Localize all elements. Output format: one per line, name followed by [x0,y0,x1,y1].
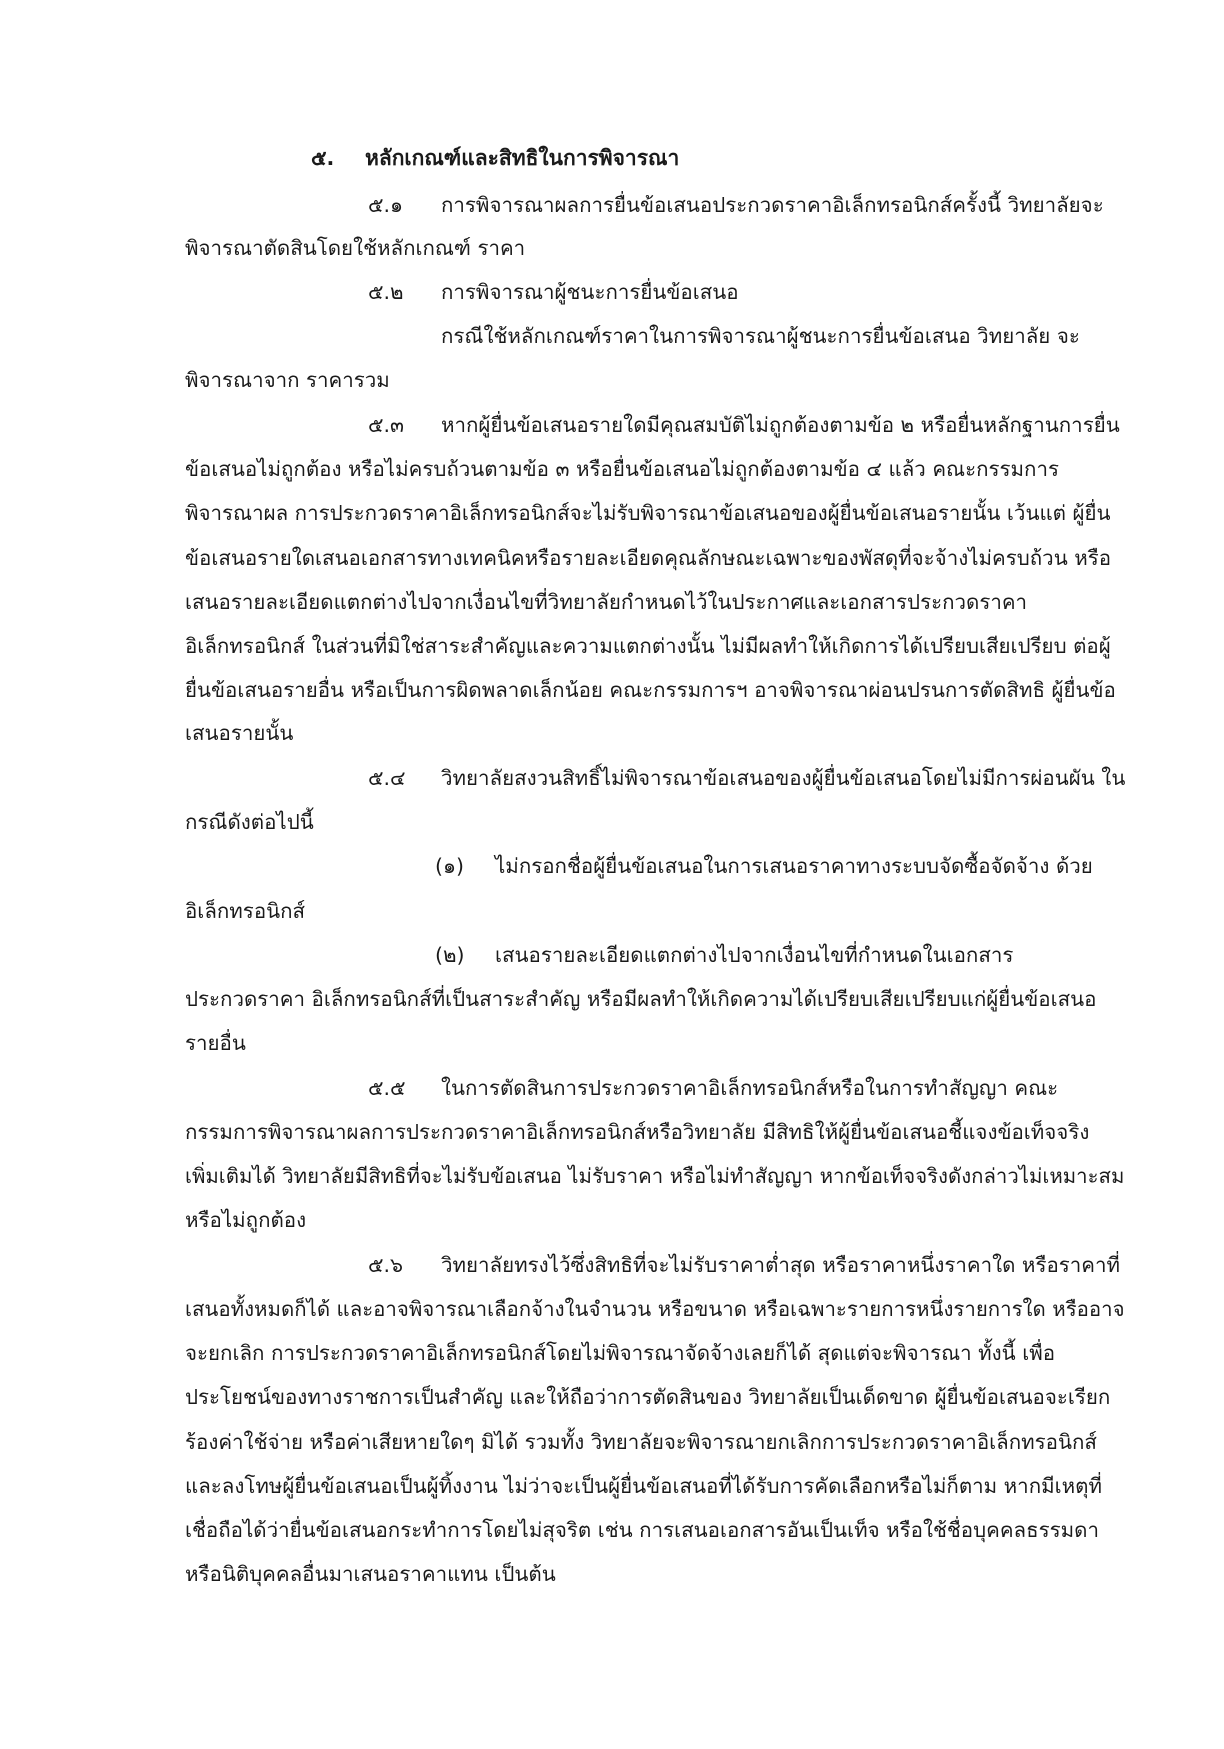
clause-5-5-line: เพิ่มเติมได้ วิทยาลัยมีสิทธิที่จะไม่รับข้อเสนอ ไม่รับราคา หรือไม่ทำสัญญา หากข้อเท็จจริงดังกล่าวไม่เหมาะสม [185,1164,1125,1188]
clause-5-2-line: พิจารณาจาก ราคารวม [185,368,390,392]
clause-5-3-line: อิเล็กทรอนิกส์ ในส่วนที่มิใช่สาระสำคัญและความแตกต่างนั้น ไม่มีผลทำให้เกิดการได้เปรียบเสียเปรียบ ต่อผู้ [185,634,1111,658]
section-number: ๕. [311,146,335,170]
clause-5-6-line: หรือนิติบุคคลอื่นมาเสนอราคาแทน เป็นต้น [185,1562,556,1586]
clause-5-3-line: พิจารณาผล การประกวดราคาอิเล็กทรอนิกส์จะไม่รับพิจารณาข้อเสนอของผู้ยื่นข้อเสนอรายนั้น เว้นแต่ ผู้ยื่น [185,501,1111,525]
clause-5-6-line: และลงโทษผู้ยื่นข้อเสนอเป็นผู้ทิ้งงาน ไม่ว่าจะเป็นผู้ยื่นข้อเสนอที่ได้รับการคัดเลือกหรือไม่ก็ตาม หากมีเหตุที่ [185,1474,1102,1498]
clause-5-6-line: ร้องค่าใช้จ่าย หรือค่าเสียหายใดๆ มิได้ รวมทั้ง วิทยาลัยจะพิจารณายกเลิกการประกวดราคาอิเล็กทรอนิกส์ [185,1430,1097,1454]
clause-5-4-line: กรณีดังต่อไปนี้ [185,810,314,834]
clause-5-6-line: ประโยชน์ของทางราชการเป็นสำคัญ และให้ถือว่าการตัดสินของ วิทยาลัยเป็นเด็ดขาด ผู้ยื่นข้อเสนอจะเรียก [185,1385,1111,1409]
item-number-1: (๑) [435,854,465,878]
clause-5-3-line: เสนอรายนั้น [185,721,294,745]
clause-5-3-line: หากผู้ยื่นข้อเสนอรายใดมีคุณสมบัติไม่ถูกต้องตามข้อ ๒ หรือยื่นหลักฐานการยื่น [441,413,1120,437]
clause-number-5-2: ๕.๒ [368,280,404,304]
clause-5-4-line: วิทยาลัยสงวนสิทธิ์ไม่พิจารณาข้อเสนอของผู้ยื่นข้อเสนอโดยไม่มีการผ่อนผัน ใน [441,766,1126,790]
item-number-2: (๒) [435,943,465,967]
item-2-line: ประกวดราคา อิเล็กทรอนิกส์ที่เป็นสาระสำคัญ หรือมีผลทำให้เกิดความได้เปรียบเสียเปรียบแก่ผู้ยื่นข้อเสนอ [185,987,1097,1011]
clause-5-3-line: ยื่นข้อเสนอรายอื่น หรือเป็นการผิดพลาดเล็กน้อย คณะกรรมการฯ อาจพิจารณาผ่อนปรนการตัดสิทธิ ผู้ยื่นข้อ [185,678,1116,702]
clause-number-5-1: ๕.๑ [368,193,404,217]
clause-5-6-line: เชื่อถือได้ว่ายื่นข้อเสนอกระทำการโดยไม่สุจริต เช่น การเสนอเอกสารอันเป็นเท็จ หรือใช้ชื่อบุคคลธรรมดา [185,1518,1099,1542]
clause-5-6-line: วิทยาลัยทรงไว้ซึ่งสิทธิที่จะไม่รับราคาต่ำสุด หรือราคาหนึ่งราคาใด หรือราคาที่ [441,1253,1121,1277]
clause-number-5-5: ๕.๕ [368,1076,406,1100]
clause-5-1-line: การพิจารณาผลการยื่นข้อเสนอประกวดราคาอิเล็กทรอนิกส์ครั้งนี้ วิทยาลัยจะ [441,193,1104,217]
clause-5-3-line: ข้อเสนอไม่ถูกต้อง หรือไม่ครบถ้วนตามข้อ ๓ หรือยื่นข้อเสนอไม่ถูกต้องตามข้อ ๔ แล้ว คณะกรรมการ [185,457,1059,481]
clause-5-5-line: หรือไม่ถูกต้อง [185,1208,307,1232]
clause-5-6-line: เสนอทั้งหมดก็ได้ และอาจพิจารณาเลือกจ้างในจำนวน หรือขนาด หรือเฉพาะรายการหนึ่งรายการใด หรืออาจ [185,1297,1125,1321]
clause-5-2-line: การพิจารณาผู้ชนะการยื่นข้อเสนอ [441,280,739,304]
clause-5-1-line: พิจารณาตัดสินโดยใช้หลักเกณฑ์ ราคา [185,236,526,260]
clause-5-6-line: จะยกเลิก การประกวดราคาอิเล็กทรอนิกส์โดยไม่พิจารณาจัดจ้างเลยก็ได้ สุดแต่จะพิจารณา ทั้งนี้ เพื่อ [185,1341,1056,1365]
clause-5-5-line: กรรมการพิจารณาผลการประกวดราคาอิเล็กทรอนิกส์หรือวิทยาลัย มีสิทธิให้ผู้ยื่นข้อเสนอชี้แจงข้อเท็จจริง [185,1120,1090,1144]
clause-number-5-3: ๕.๓ [368,413,405,437]
clause-5-3-line: ข้อเสนอรายใดเสนอเอกสารทางเทคนิคหรือรายละเอียดคุณลักษณะเฉพาะของพัสดุที่จะจ้างไม่ครบถ้วน หรือ [185,546,1112,570]
clause-5-3-line: เสนอรายละเอียดแตกต่างไปจากเงื่อนไขที่วิทยาลัยกำหนดไว้ในประกาศและเอกสารประกวดราคา [185,590,1028,614]
clause-number-5-4: ๕.๔ [368,766,406,790]
item-1-line: อิเล็กทรอนิกส์ [185,899,306,923]
clause-5-5-line: ในการตัดสินการประกวดราคาอิเล็กทรอนิกส์หรือในการทำสัญญา คณะ [441,1076,1059,1100]
item-2-line: รายอื่น [185,1031,246,1055]
section-heading: หลักเกณฑ์และสิทธิในการพิจารณา [365,146,680,170]
item-1-line: ไม่กรอกชื่อผู้ยื่นข้อเสนอในการเสนอราคาทางระบบจัดซื้อจัดจ้าง ด้วย [495,854,1093,878]
item-2-line: เสนอรายละเอียดแตกต่างไปจากเงื่อนไขที่กำหนดในเอกสาร [495,943,1014,967]
clause-number-5-6: ๕.๖ [368,1253,404,1277]
clause-5-2-line: กรณีใช้หลักเกณฑ์ราคาในการพิจารณาผู้ชนะการยื่นข้อเสนอ วิทยาลัย จะ [441,324,1080,348]
